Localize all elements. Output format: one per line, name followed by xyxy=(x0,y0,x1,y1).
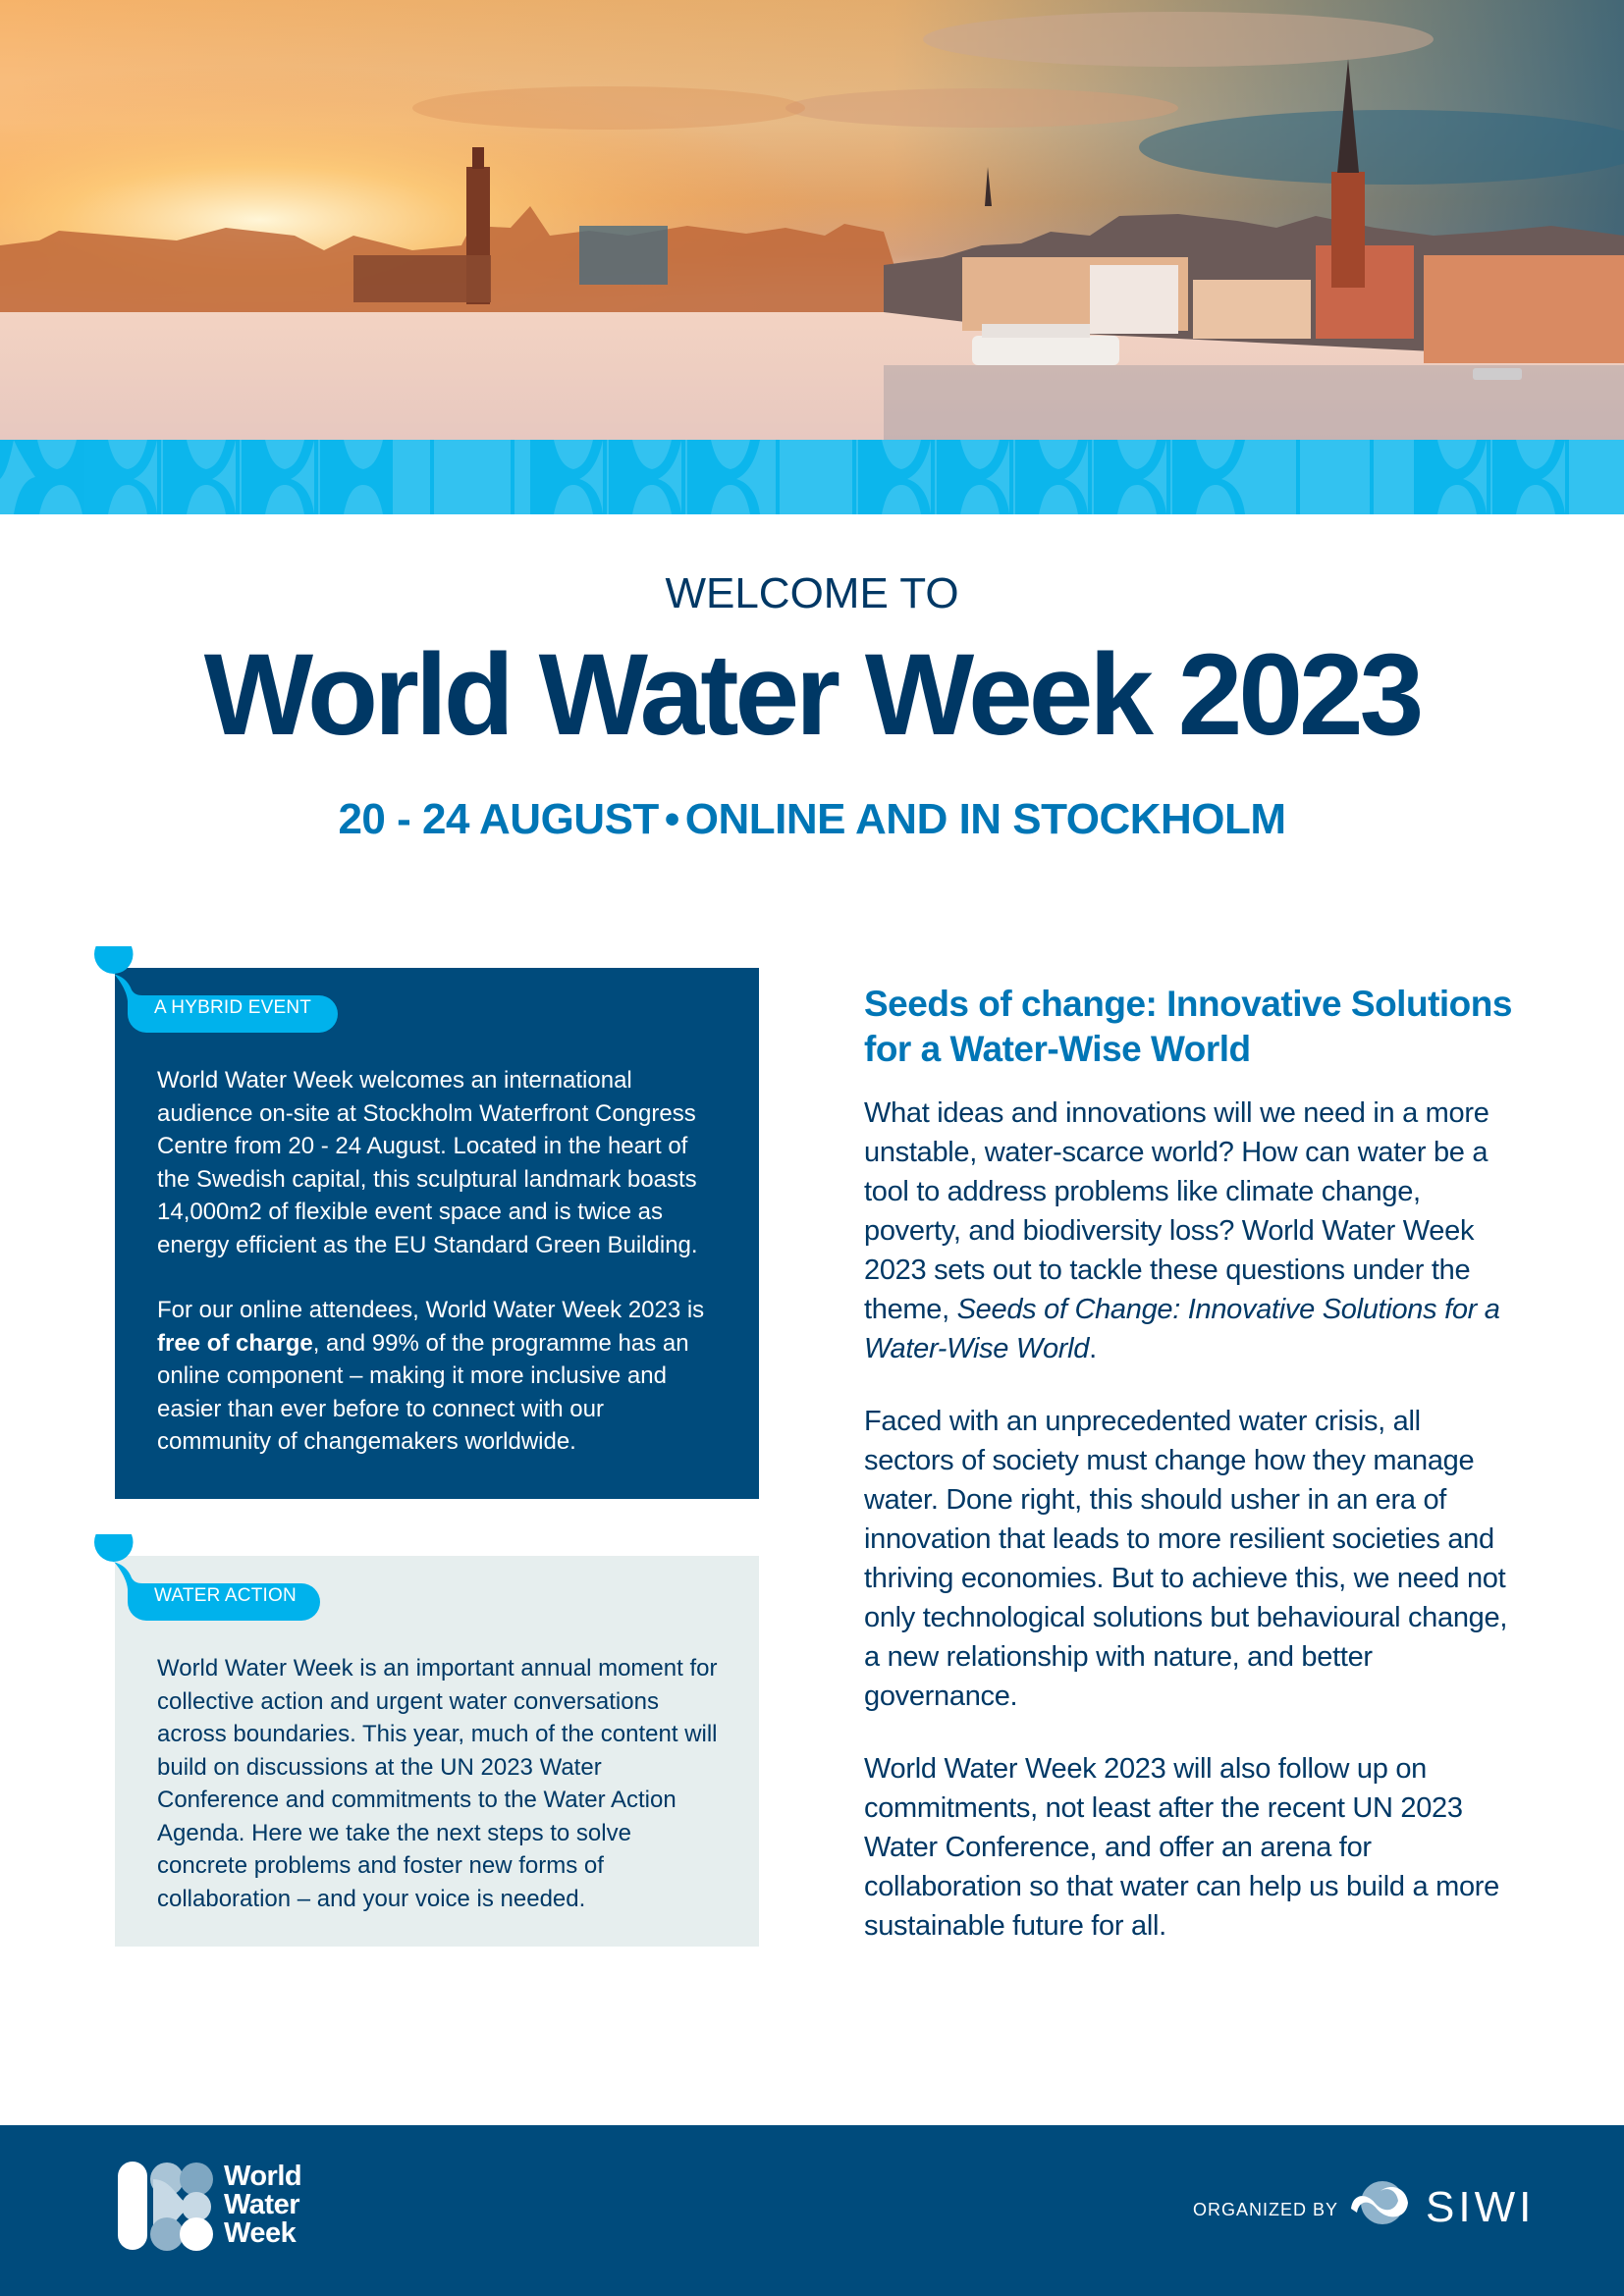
article-paragraph-2: Faced with an unprecedented water crisis, all sectors of society must change how they manage water. Done right, this should usher in an era of innovation that leads to more resilient societies and thriving economies. But to achieve this, we need not only technological solutions but behavioural change, a new relationship with nature, and better governance. xyxy=(864,1406,1508,1712)
free-of-charge-emphasis: free of charge xyxy=(157,1329,313,1357)
water-action-box xyxy=(115,1556,759,1947)
decorative-wave-band xyxy=(0,440,1624,514)
welcome-kicker: WELCOME TO xyxy=(665,569,959,617)
siwi-wordmark: SIWI xyxy=(1426,2183,1536,2231)
wordmark-line: World xyxy=(224,2161,302,2192)
tag-blob-icon xyxy=(91,1534,347,1623)
wordmark-line: Week xyxy=(224,2217,297,2249)
text-run: , and 99% of the programme has an online component – making it more inclusive and easier than ever before to connect with our community of changemakers worldwide. xyxy=(157,1329,689,1455)
article-paragraph-1 xyxy=(864,1094,1512,1368)
tag-blob-icon xyxy=(91,946,347,1035)
page-title: World Water Week 2023 xyxy=(203,630,1421,760)
wave-pattern-icon xyxy=(0,440,1624,514)
article-paragraph-3: World Water Week 2023 will also follow up on commitments, not least after the recent UN 2023 Water Conference, and offer an arena for collaboration so that water can help us build a more sustainable future for all. xyxy=(864,1753,1499,1942)
hybrid-event-text xyxy=(157,1064,724,1459)
world-water-week-logo-icon xyxy=(116,2160,214,2254)
text-run: For our online attendees, World Water Week 2023 is xyxy=(157,1297,705,1323)
hybrid-event-paragraph-1: World Water Week welcomes an international audience on-site at Stockholm Waterfront Congress Centre from 20 - 24 August. Located in the heart of the Swedish capital, this sculptural landmark boasts 14,000m2 of flexible event space and is twice as energy efficient as the EU Standard Green Building. xyxy=(157,1067,698,1258)
wordmark-line: Water xyxy=(224,2189,299,2220)
article-heading: Seeds of change: Innovative Solutions for a Water-Wise World xyxy=(864,984,1512,1069)
event-dates: 20 - 24 AUGUST xyxy=(338,795,659,843)
text-run: What ideas and innovations will we need in a more unstable, water-scarce world? How can water be a tool to address problems like climate change, poverty, and biodiversity loss? World Water Week 2023 sets out to tackle these questions under the theme, xyxy=(864,1097,1489,1325)
article-body xyxy=(864,1094,1512,1946)
water-action-paragraph: World Water Week is an important annual moment for collective action and urgent water conversations across boundaries. This year, much of the content will build on discussions at the UN 2023 Water Conference and commitments to the Water Action Agenda. Here we take the next steps to solve concrete problems and foster new forms of collaboration – and your voice is needed. xyxy=(157,1655,718,1912)
theme-article xyxy=(864,982,1512,1946)
tag-label-water-action: WATER ACTION xyxy=(154,1585,297,1606)
hybrid-event-paragraph-2 xyxy=(157,1294,724,1459)
hero-image xyxy=(0,0,1624,440)
stockholm-skyline-illustration xyxy=(0,0,1624,440)
water-action-text xyxy=(157,1652,724,1915)
organized-by-label: ORGANIZED BY xyxy=(1193,2200,1339,2219)
text-run: . xyxy=(1089,1333,1097,1364)
event-location: ONLINE AND IN STOCKHOLM xyxy=(684,795,1286,843)
event-dates-location xyxy=(0,795,1624,844)
bullet-separator: • xyxy=(664,795,679,843)
tag-label-hybrid-event: A HYBRID EVENT xyxy=(154,997,312,1018)
theme-name-italic: Seeds of Change: Innovative Solutions for a Water-Wise World xyxy=(864,1294,1500,1364)
siwi-logo-icon xyxy=(1347,2179,1412,2226)
hybrid-event-box xyxy=(115,968,759,1499)
world-water-week-wordmark xyxy=(224,2163,301,2248)
